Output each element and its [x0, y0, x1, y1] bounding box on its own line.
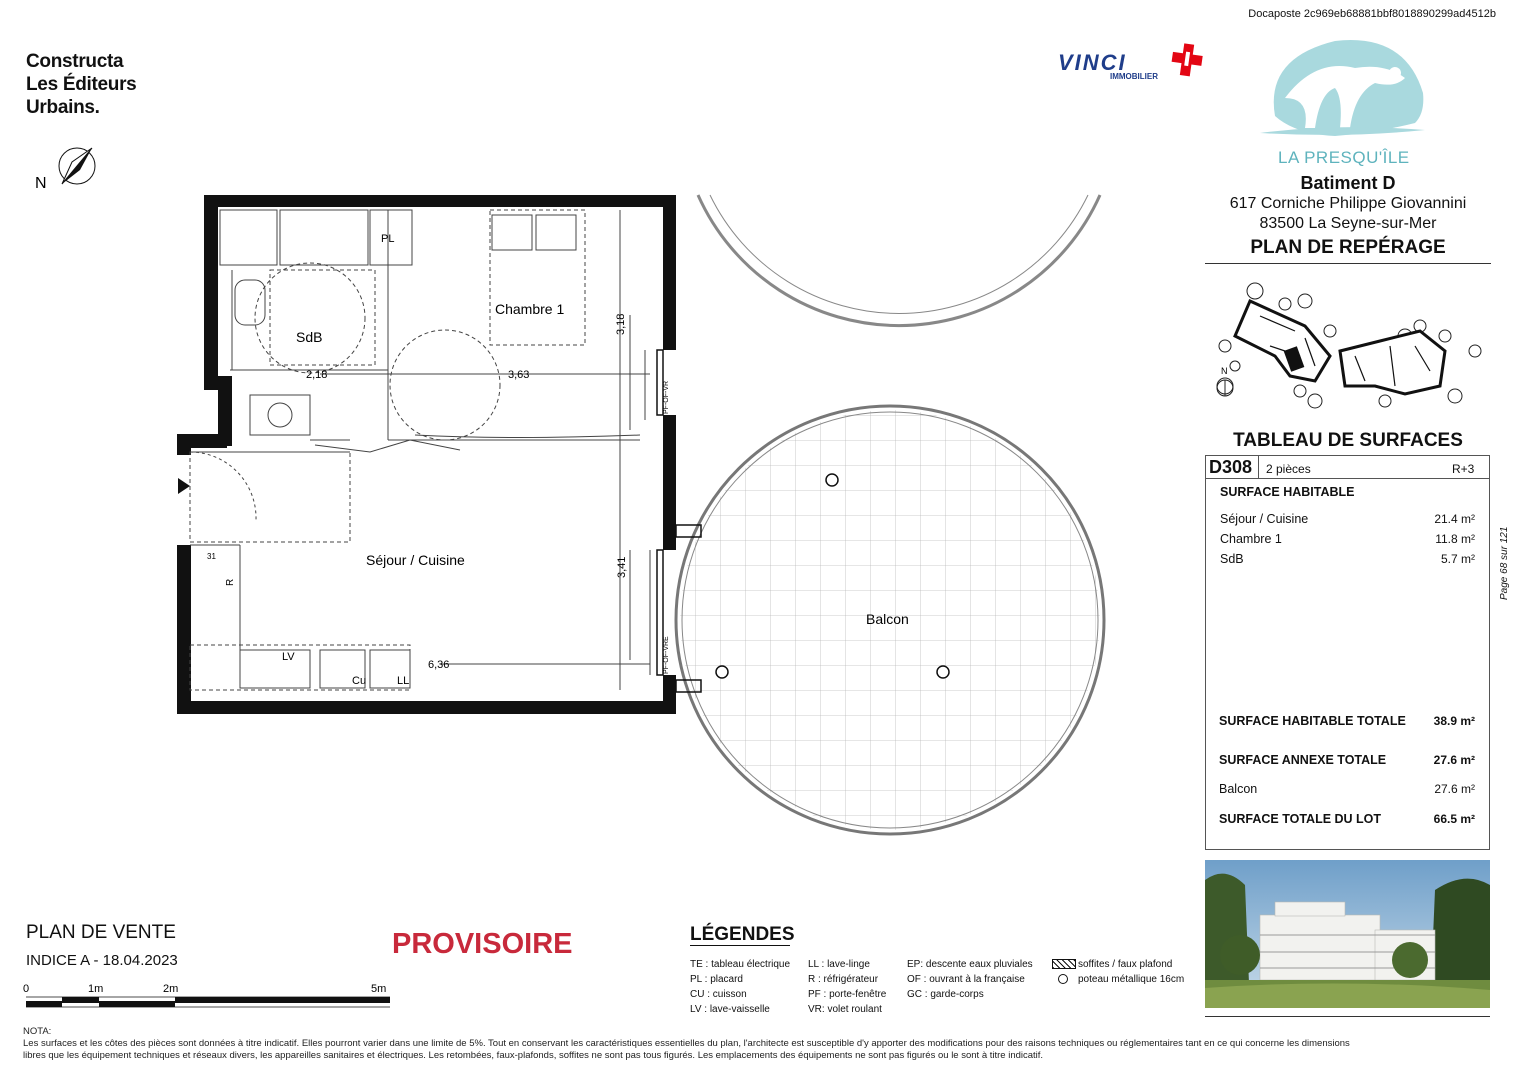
legend-text: poteau métallique 16cm	[1078, 974, 1185, 985]
dim-label: 3,63	[508, 369, 530, 381]
room-pl: PL	[381, 233, 395, 245]
lot-id: D308	[1209, 457, 1253, 477]
surface-value: 11.8 m²	[1435, 532, 1475, 546]
scale-tick-label: 0	[23, 983, 30, 995]
surface-label: Séjour / Cuisine	[1220, 512, 1309, 526]
program-name: LA PRESQU'ÎLE	[1278, 148, 1410, 167]
nota-title: NOTA:	[23, 1026, 52, 1037]
legend-item: PF : porte-fenêtre	[808, 989, 887, 1000]
balcon-value: 27.6 m²	[1434, 782, 1475, 796]
address-line: 617 Corniche Philippe Giovannini	[1229, 195, 1467, 212]
surface-value: 5.7 m²	[1440, 552, 1475, 566]
vinci-logo: VINCI	[1058, 50, 1127, 75]
dim-label: 6,36	[428, 659, 450, 671]
room-sdb: SdB	[296, 329, 323, 345]
hatch-icon	[1052, 959, 1076, 969]
lot-header	[1206, 456, 1489, 479]
room-sejour: Séjour / Cuisine	[366, 552, 465, 568]
legend-col	[808, 957, 886, 1017]
room-chambre: Chambre 1	[495, 301, 565, 317]
legend-item: OF : ouvrant à la française	[907, 974, 1025, 985]
legend-item: LL : lave-linge	[808, 959, 870, 970]
brand-line: Les Éditeurs	[26, 74, 137, 95]
lot-floor: R+3	[1452, 462, 1475, 476]
legend-col	[1052, 957, 1184, 987]
legend-item: R : réfrigérateur	[808, 974, 879, 985]
surface-label: Chambre 1	[1220, 532, 1282, 546]
legend-text: soffites / faux plafond	[1078, 959, 1173, 970]
equip-ll: LL	[397, 675, 410, 687]
divider	[1258, 456, 1259, 478]
brand-line: Constructa	[26, 51, 124, 72]
equip-lv: LV	[282, 651, 295, 663]
legend-item	[1052, 972, 1184, 987]
brand-line: Urbains.	[26, 97, 100, 118]
lot-total-label: SURFACE TOTALE DU LOT	[1219, 812, 1382, 826]
annexe-total-label: SURFACE ANNEXE TOTALE	[1219, 753, 1387, 767]
provisional-stamp: PROVISOIRE	[392, 928, 573, 960]
divider	[1205, 1016, 1490, 1017]
lot-rooms: 2 pièces	[1266, 462, 1311, 476]
steel-post	[716, 666, 728, 678]
steel-post	[826, 474, 838, 486]
repere-title: PLAN DE REPÉRAGE	[1250, 237, 1446, 258]
vinci-sub: IMMOBILIER	[1110, 72, 1158, 81]
legend-item: GC : garde-corps	[907, 989, 984, 1000]
site-key-plan	[1205, 276, 1495, 416]
surfaces-title: TABLEAU DE SURFACES	[1233, 430, 1463, 451]
habitable-heading: SURFACE HABITABLE	[1220, 485, 1355, 499]
scale-tick-label: 2m	[163, 983, 179, 995]
north-compass-icon	[32, 140, 102, 195]
surfaces-table	[1205, 455, 1490, 850]
dim-label: 3,41	[616, 556, 628, 578]
floor-plan	[170, 190, 1120, 860]
balcon-label: Balcon	[1219, 782, 1258, 796]
divider	[1205, 263, 1491, 264]
brand-logo	[26, 50, 136, 119]
surface-value: 21.4 m²	[1434, 512, 1475, 526]
page-number: Page 68 sur 121	[1499, 526, 1510, 600]
nota-line: Les surfaces et les côtes des pièces sont données à titre indicatif. Elles pourront varier dans une limite de 5%. Tout en conservant les caractéristiques essentielles du plan, l'architecte est susceptible d'y apporter des modifications pour des raisons techniques ou réglementaires tant en ce qui concerne les dimensions	[23, 1038, 1350, 1049]
mini-north-label: N	[1221, 366, 1228, 376]
equip-te: 31	[207, 552, 216, 561]
room-balcon: Balcon	[866, 611, 909, 627]
habitable-total-value: 38.9 m²	[1433, 714, 1475, 728]
legend-item	[1052, 957, 1184, 972]
legend-item: VR: volet roulant	[808, 1004, 882, 1015]
scale-tick-label: 1m	[88, 983, 104, 995]
building-render-image	[1205, 860, 1490, 1008]
steel-post	[937, 666, 949, 678]
presquile-logo	[1255, 38, 1430, 148]
plan-type: PLAN DE VENTE	[26, 922, 176, 943]
equip-cu: Cu	[352, 675, 367, 687]
lot-total-value: 66.5 m²	[1433, 812, 1475, 826]
post-circle-icon	[1058, 974, 1068, 984]
legend-item: TE : tableau électrique	[690, 959, 791, 970]
scale-tick-label: 5m	[371, 983, 387, 995]
legend-title: LÉGENDES	[690, 924, 795, 945]
window-label: PF-OF-VRE	[663, 636, 670, 674]
surface-label: SdB	[1220, 552, 1244, 566]
building-name: Batiment D	[1300, 173, 1396, 193]
dim-label: 2,18	[306, 369, 328, 381]
legend-item: CU : cuisson	[690, 989, 747, 1000]
scale-bar	[20, 980, 400, 1010]
program-address	[1205, 173, 1491, 234]
nota-line: libres que les équipement techniques et réseaux divers, les appareilles sanitaires et électriques. Les retombées, faux-plafonds, soffites ne sont pas tous figurés. Les emplacements des équipements ne sont pas figurés ou le sont à titre indicatif.	[23, 1050, 1044, 1061]
dim-label: 3,18	[615, 313, 627, 335]
docaposte-id: Docaposte 2c969eb68881bbf8018890299ad4512b	[1248, 8, 1496, 20]
divider	[690, 945, 790, 946]
window-label: PF-OF-VR	[663, 380, 670, 414]
legend-col	[690, 957, 790, 1017]
compass-label: N	[35, 175, 47, 192]
annexe-total-value: 27.6 m²	[1433, 753, 1475, 767]
plan-index: INDICE A - 18.04.2023	[26, 952, 178, 969]
legend-item: EP: descente eaux pluviales	[907, 959, 1033, 970]
legend-col	[907, 957, 1033, 1002]
vinci-cross-icon	[1170, 40, 1206, 80]
legend-item: PL : placard	[690, 974, 743, 985]
disclaimer-note	[23, 1026, 1503, 1062]
address-line: 83500 La Seyne-sur-Mer	[1259, 215, 1437, 232]
equip-r: R	[225, 578, 236, 586]
habitable-total-label: SURFACE HABITABLE TOTALE	[1219, 714, 1406, 728]
legend-item: LV : lave-vaisselle	[690, 1004, 770, 1015]
